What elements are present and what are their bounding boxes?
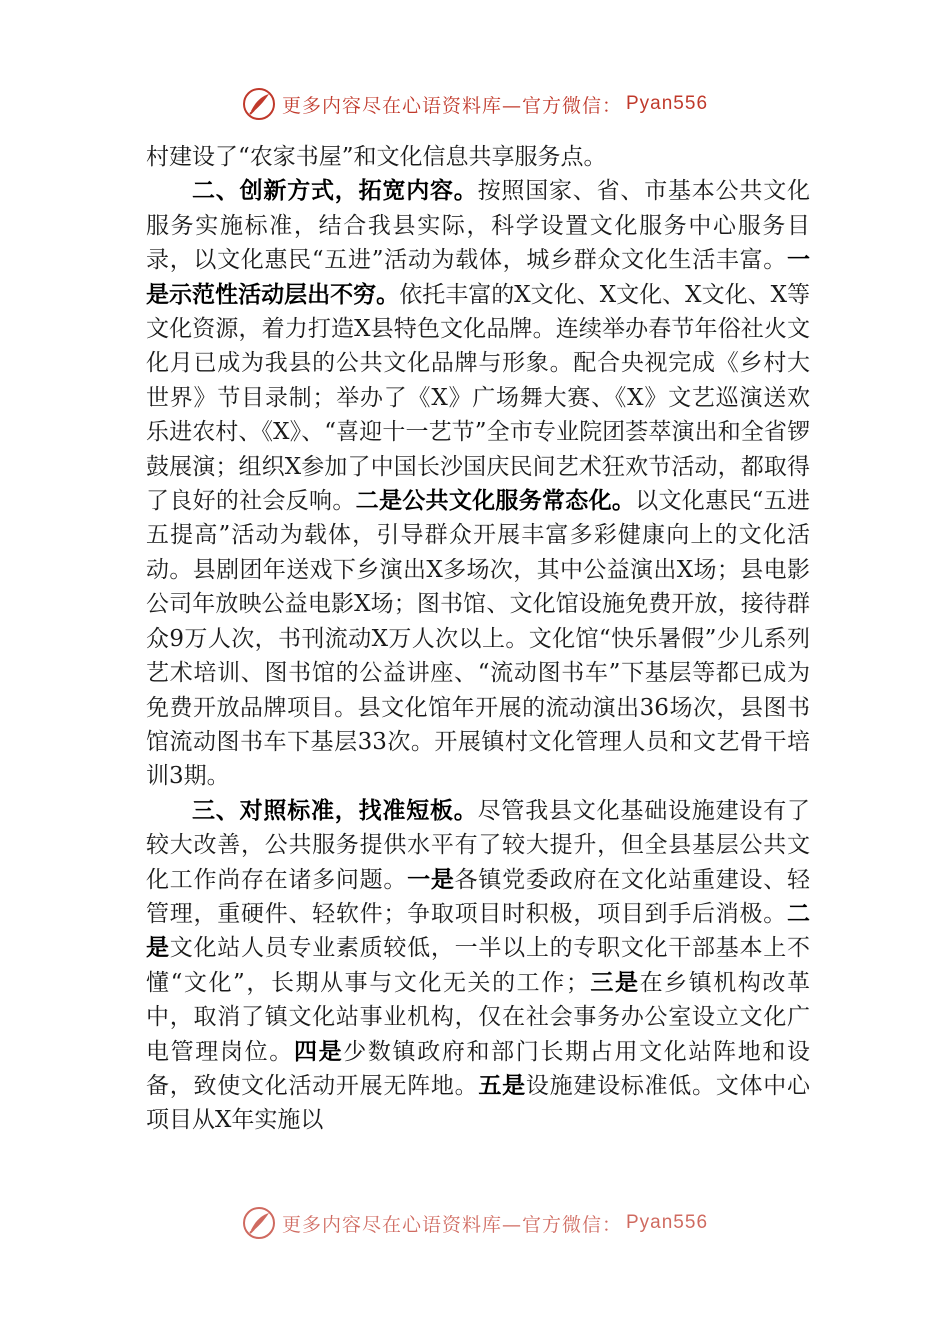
watermark-text: 更多内容尽在心语资料库—官方微信：	[281, 1213, 622, 1236]
paragraph-section-three: 三、对照标准，找准短板。尽管我县文化基础设施建设有了较大改善，公共服务提供水平有了较大提升，但全县基层公共文化工作尚存在诸多问题。一是各镇党委政府在文化站重建设、轻管理，重硬件、轻软件；争取项目时积极，项目到手后消极。二是文化站人员专业素质较低，一半以上的专职文化干部基本上不懂“文化”，长期从事与文化无关的工作；三是在乡镇机构改革中，取消了镇文化站事业机构，仅在社会事务办公室设立文化广电管理岗位。四是少数镇政府和部门长期占用文化站阵地和设备，致使文化活动开展无阵地。五是设施建设标准低。文体中心项目从X年实施以	[146, 796, 811, 1134]
emphasis-text: 五是	[478, 1071, 526, 1099]
emphasis-text: 二是	[146, 899, 810, 962]
emphasis-text: 四是	[293, 1037, 344, 1065]
emphasis-text: 一是	[407, 865, 455, 893]
watermark-wechat-id: Pyan556	[626, 93, 709, 114]
footer-watermark	[0, 1203, 950, 1243]
document-body	[146, 140, 810, 1138]
paragraph-section-two: 二、创新方式，拓宽内容。按照国家、省、市基本公共文化服务实施标准，结合我县实际，科学设置文化服务中心服务目录，以文化惠民“五进”活动为载体，城乡群众文化生活丰富。一是示范性活动层出不穷。依托丰富的X文化、X文化、X文化、X等文化资源，着力打造X县特色文化品牌。连续举办春节年俗社火文化月已成为我县的公共文化品牌与形象。配合央视完成《乡村大世界》节目录制；举办了《X》广场舞大赛、《X》文艺巡演送欢乐进农村、《X》、“喜迎十一艺节”全市专业院团荟萃演出和全省锣鼓展演；组织X参加了中国长沙国庆民间艺术狂欢节活动，都取得了良好的社会反响。二是公共文化服务常态化。以文化惠民“五进五提高”活动为载体，引导群众开展丰富多彩健康向上的文化活动。县剧团年送戏下乡演出X多场次，其中公益演出X场；县电影公司年放映公益电影X场；图书馆、文化馆设施免费开放，接待群众9万人次，书刊流动X万人次以上。文化馆“快乐暑假”少儿系列艺术培训、图书馆的公益讲座、“流动图书车”下基层等都已成为免费开放品牌项目。县文化馆年开展的流动演出36场次，县图书馆流动图书车下基层33次。开展镇村文化管理人员和文艺骨干培训3期。	[146, 177, 811, 790]
watermark-wechat-id: Pyan556	[626, 1212, 709, 1233]
section-heading: 三、对照标准，找准短板。	[192, 796, 478, 824]
emphasis-text: 三是	[588, 968, 640, 996]
emphasis-text: 二是公共文化服务常态化。	[355, 487, 636, 515]
emphasis-text: 一是示范性活动层出不穷。	[146, 246, 810, 308]
quill-pen-logo-icon	[242, 87, 276, 121]
section-heading: 二、创新方式，拓宽内容。	[192, 177, 478, 205]
header-watermark	[0, 84, 950, 124]
watermark-text: 更多内容尽在心语资料库—官方微信：	[281, 94, 622, 117]
paragraph-continued: 村建设了“农家书屋”和文化信息共享服务点。	[146, 144, 607, 170]
quill-pen-logo-icon	[242, 1206, 276, 1240]
